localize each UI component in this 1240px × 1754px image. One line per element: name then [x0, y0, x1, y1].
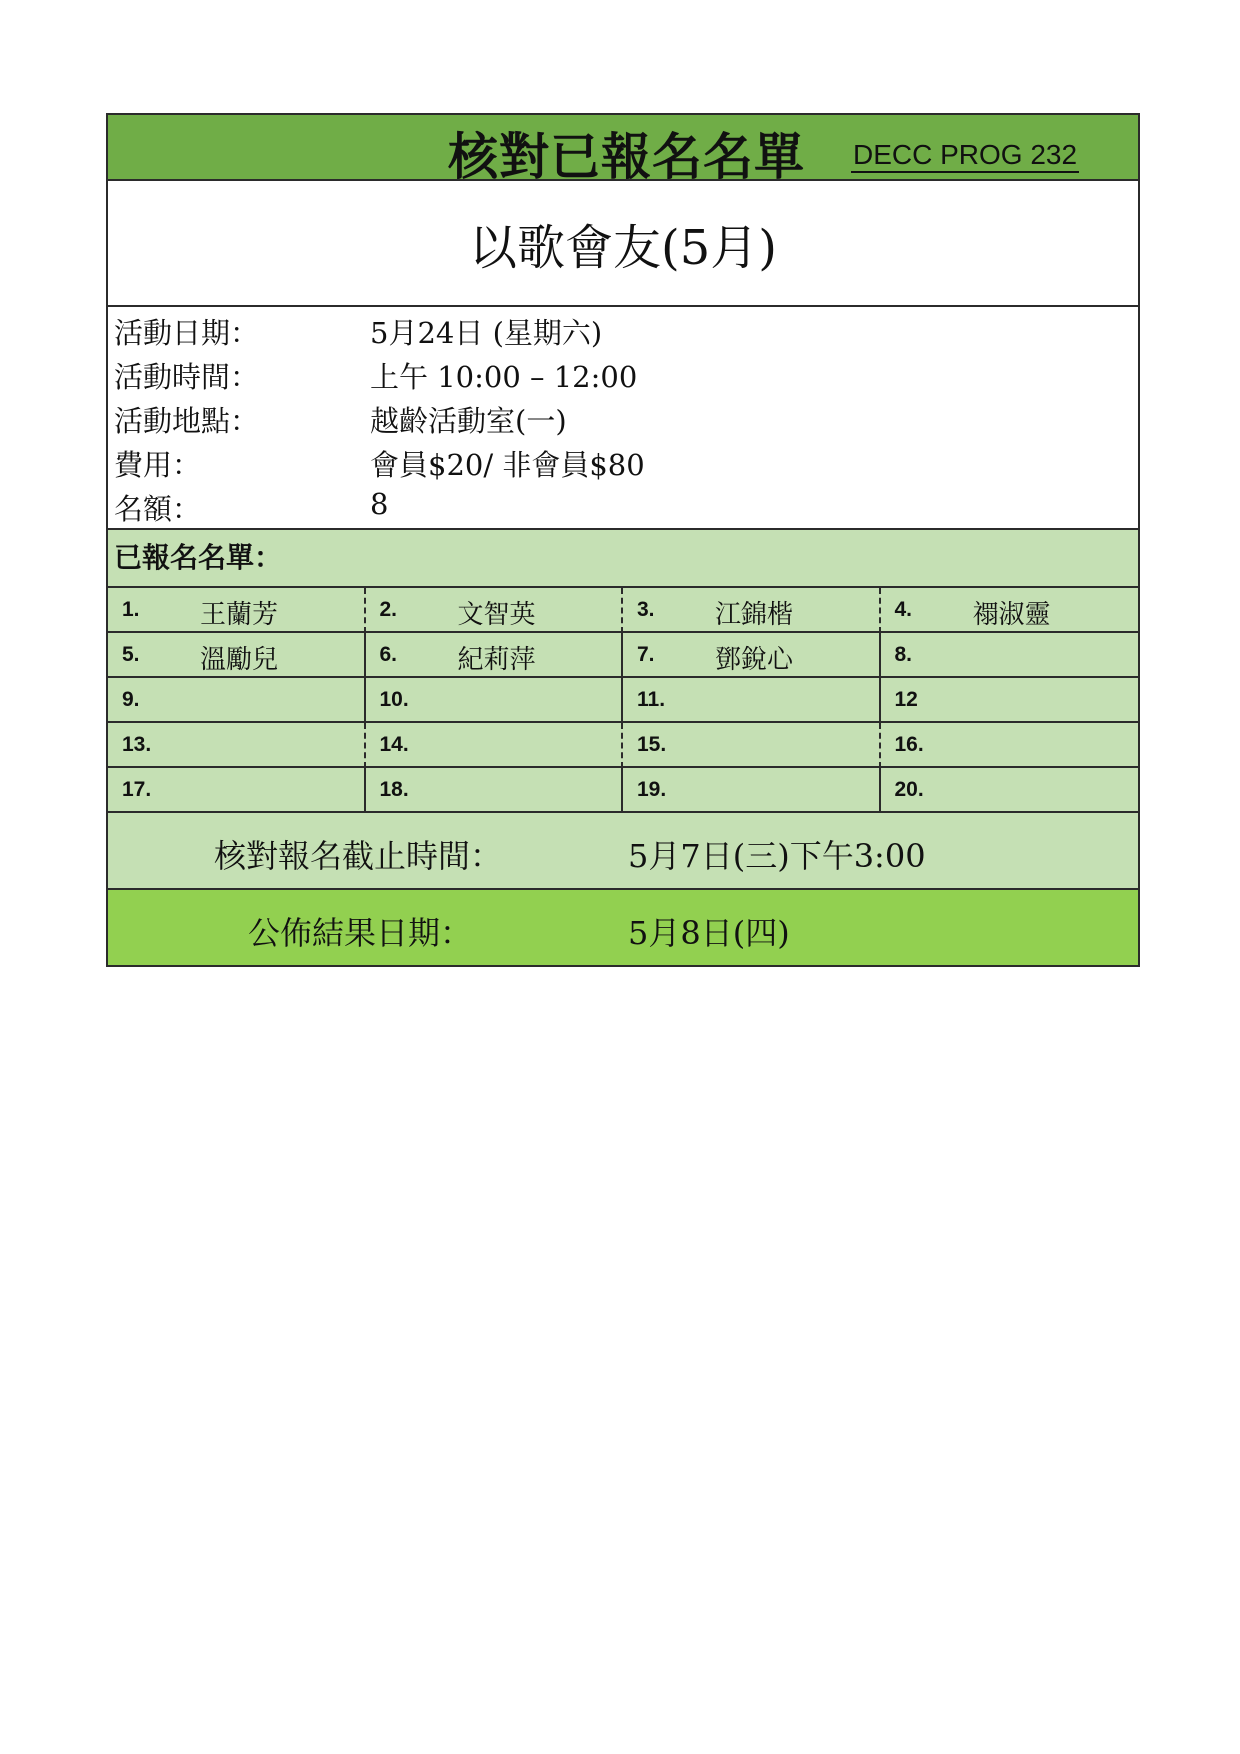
list-cell [623, 588, 881, 633]
entry-number: 15. [637, 733, 667, 756]
deadline-value: 5月7日(三)下午3:00 [628, 837, 926, 875]
entry-number: 2. [379, 598, 398, 621]
list-cell [881, 768, 1139, 813]
list-cell [623, 678, 881, 723]
entry-number: 3. [637, 598, 655, 621]
list-cell [623, 768, 881, 813]
announce-value: 5月8日(四) [628, 914, 790, 952]
list-cell [623, 633, 881, 678]
entry-name: 王蘭芳 [200, 600, 279, 630]
list-cell [366, 633, 624, 678]
page-title: 核對已報名名單 [448, 128, 805, 186]
entry-number: 11. [637, 688, 666, 711]
info-value: 5月24日 (星期六) [370, 316, 603, 350]
entry-name: 紀莉萍 [457, 645, 536, 675]
info-label: 費用： [114, 448, 202, 482]
info-label: 活動時間： [114, 360, 260, 394]
list-cell [366, 588, 624, 633]
entry-name: 溫勵兒 [200, 645, 279, 675]
list-cell [881, 588, 1139, 633]
entry-number: 20. [894, 778, 924, 801]
list-cell [108, 633, 366, 678]
entry-number: 12 [894, 688, 918, 711]
entry-number: 14. [379, 733, 409, 756]
entry-number: 17. [122, 778, 152, 801]
list-cell [881, 678, 1139, 723]
event-info [108, 307, 1138, 530]
entry-name: 禤淑靈 [972, 600, 1051, 630]
entry-name: 鄧銳心 [715, 645, 794, 675]
entry-number: 18. [379, 778, 409, 801]
announce-row [108, 890, 1138, 965]
list-cell [366, 678, 624, 723]
entry-number: 19. [637, 778, 667, 801]
list-cell [108, 768, 366, 813]
entry-name: 文智英 [457, 600, 536, 630]
entry-number: 5. [122, 643, 140, 666]
event-name: 以歌會友(5月) [108, 181, 1138, 307]
list-cell [623, 723, 881, 768]
info-row-time [108, 351, 1138, 395]
list-cell [108, 678, 366, 723]
entry-number: 9. [122, 688, 140, 711]
entry-number: 1. [122, 598, 140, 621]
entry-name: 江錦楷 [715, 600, 794, 630]
info-label: 活動日期： [114, 316, 260, 350]
info-value: 上午 10:00 – 12:00 [370, 360, 638, 394]
list-cell [108, 723, 366, 768]
entry-number: 4. [894, 598, 913, 621]
entry-number: 7. [637, 643, 655, 666]
list-cell [881, 633, 1139, 678]
entry-number: 8. [894, 643, 913, 666]
program-code: DECC PROG 232 [851, 139, 1079, 173]
deadline-row [108, 813, 1138, 890]
info-value: 會員$20/ 非會員$80 [370, 448, 645, 482]
info-value: 8 [370, 487, 389, 521]
entry-number: 16. [894, 733, 924, 756]
info-label: 名額： [114, 492, 202, 526]
deadline-label: 核對報名截止時間： [214, 837, 503, 875]
info-row-quota [108, 483, 1138, 527]
info-row-fee [108, 439, 1138, 483]
sheet-header [108, 115, 1138, 186]
list-cell [881, 723, 1139, 768]
list-cell [366, 723, 624, 768]
entry-number: 6. [379, 643, 398, 666]
announce-label: 公佈結果日期： [248, 914, 473, 952]
info-value: 越齡活動室(一) [370, 404, 567, 438]
registered-list-grid [108, 588, 1138, 813]
registered-list-heading: 已報名名單： [108, 530, 1138, 588]
entry-number: 10. [379, 688, 409, 711]
entry-number: 13. [122, 733, 152, 756]
info-label: 活動地點： [114, 404, 260, 438]
registration-sheet [106, 113, 1140, 967]
list-cell [366, 768, 624, 813]
info-row-date [108, 307, 1138, 351]
list-cell [108, 588, 366, 633]
info-row-venue [108, 395, 1138, 439]
